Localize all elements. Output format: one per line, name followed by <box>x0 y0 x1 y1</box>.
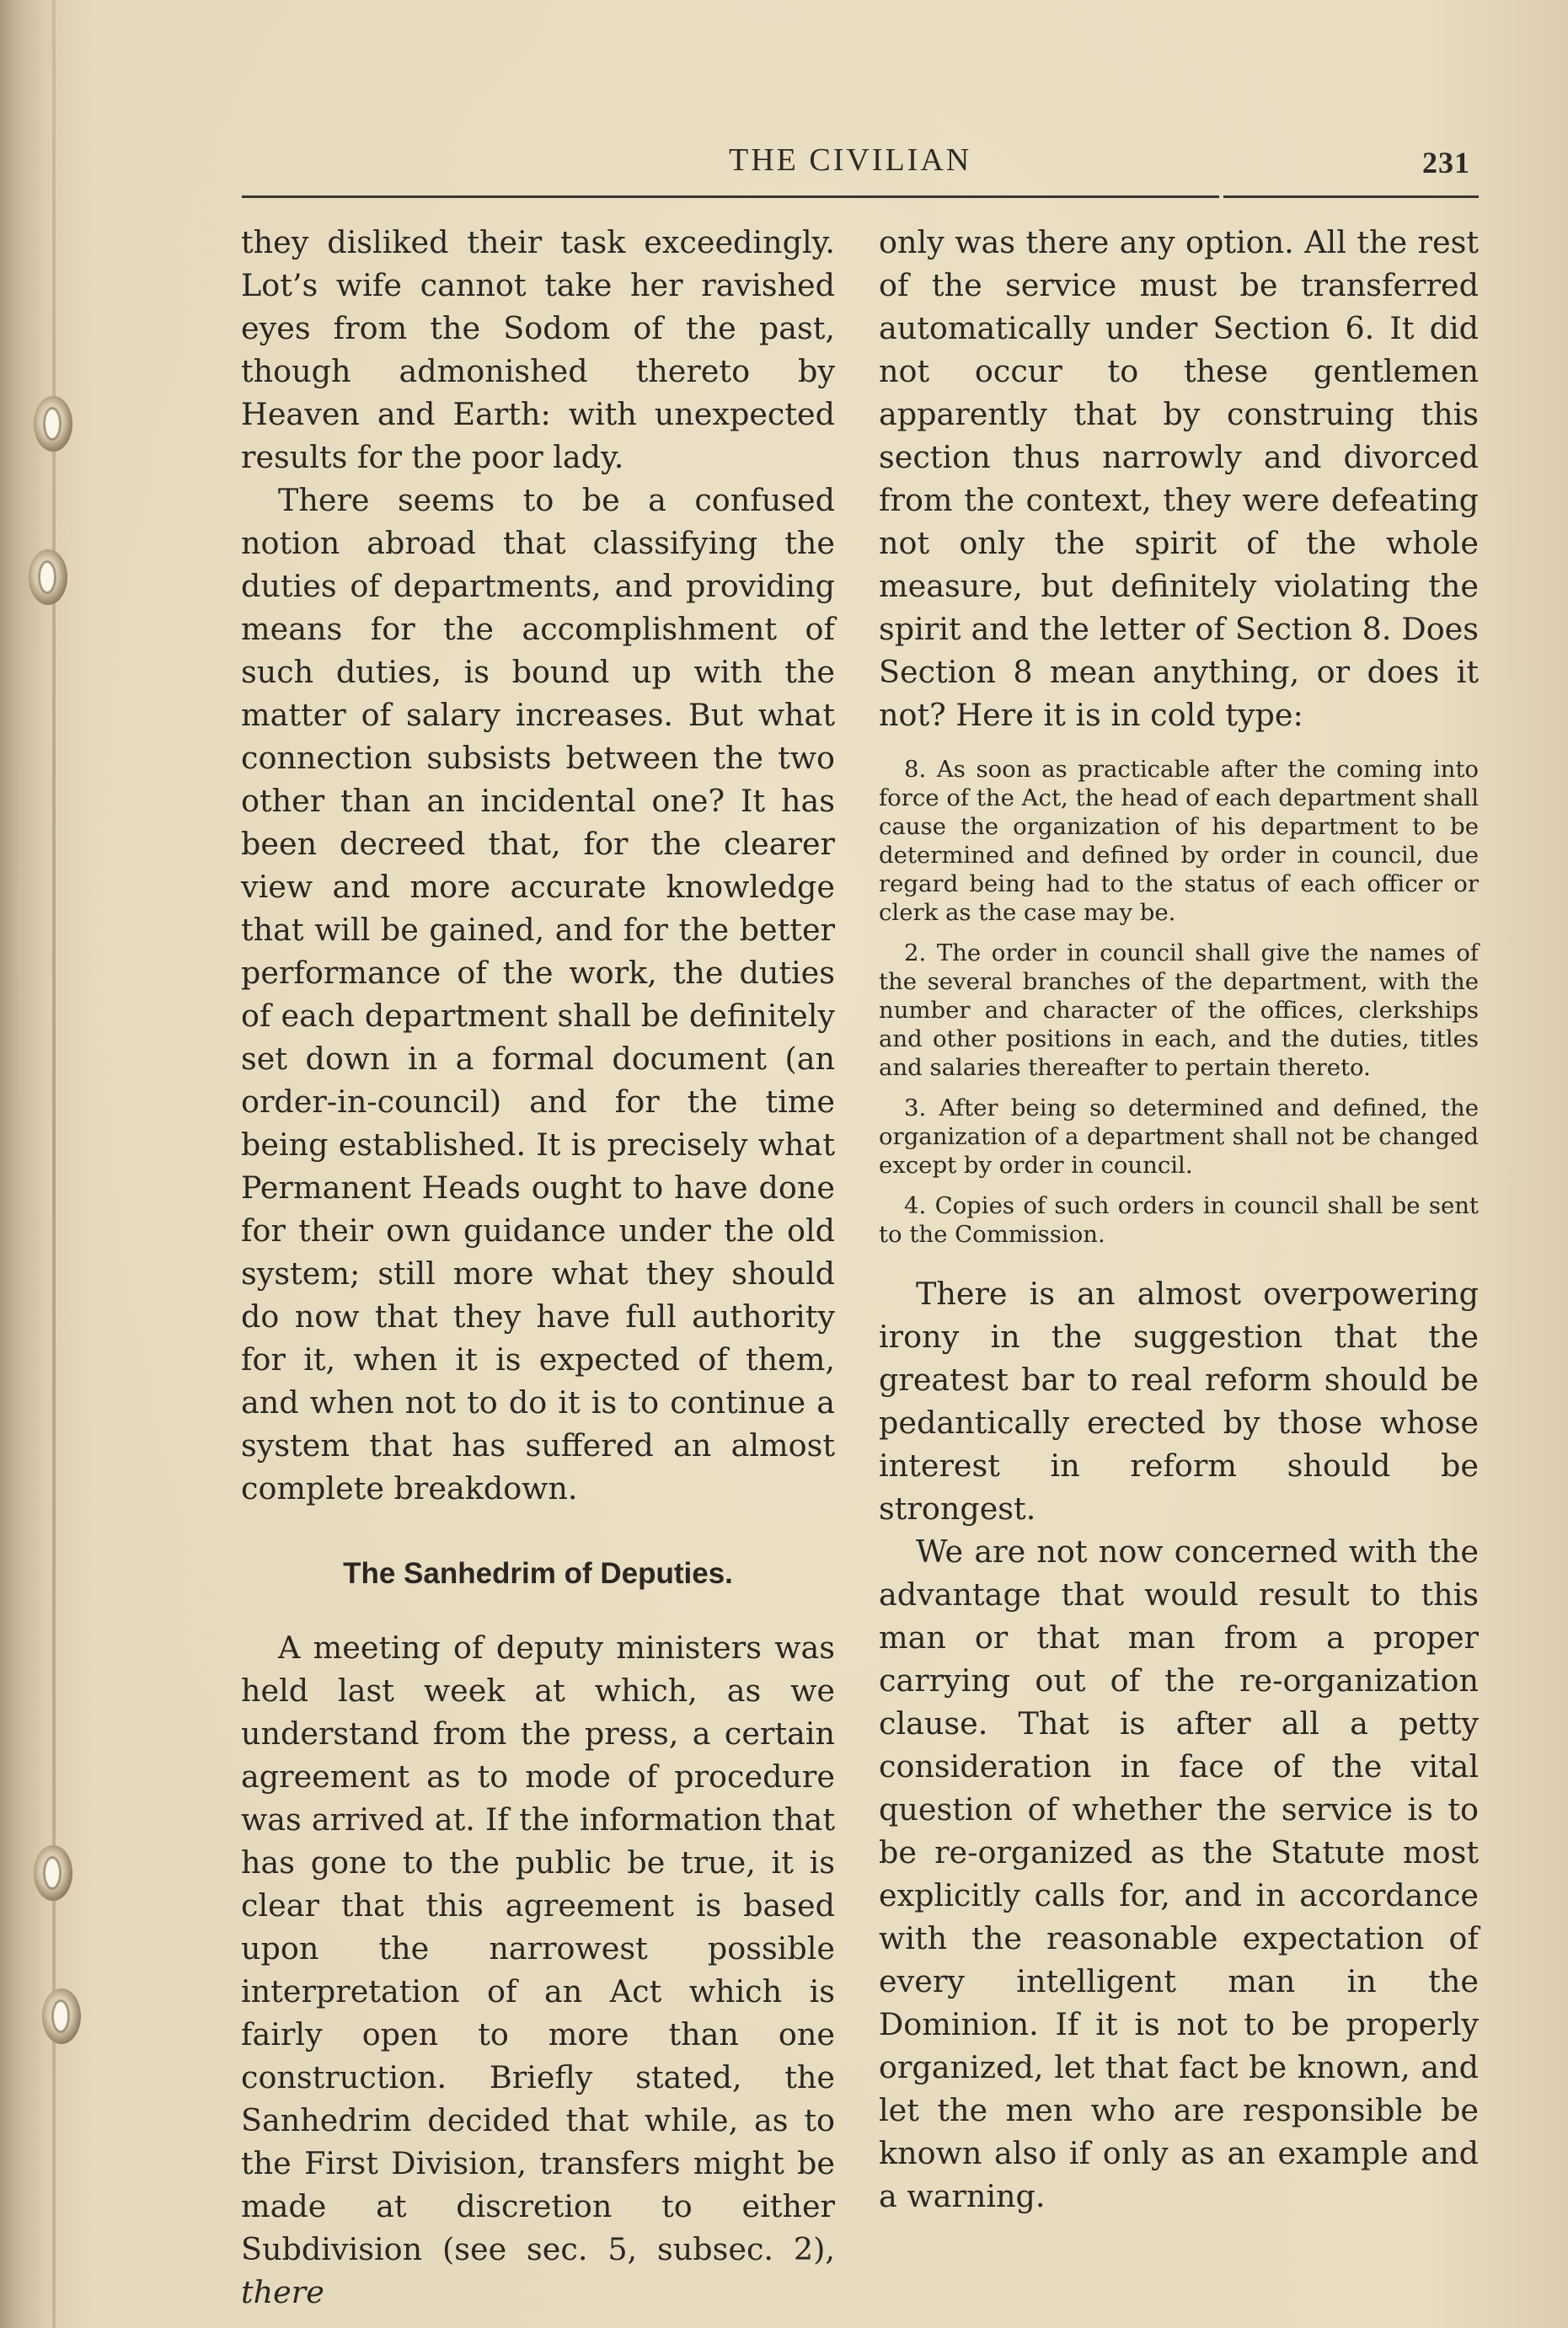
quoted-clause: 2. The order in council shall give the names of the several branches of the department, with the number and character of the offices, clerkships and other positions in each, and the duties, titles and salaries thereafter to pertain thereto. <box>879 939 1479 1081</box>
statute-quotation <box>879 755 1479 1249</box>
paragraph: There seems to be a confused notion abroad that classifying the duties of departments, and providing means for the accomplishment of such duties, is bound up with the matter of salary increases. But what connection subsists between the two other than an incidental one? It has been decreed that, for the clearer view and more accurate knowledge that will be gained, and for the better performance of the work, the duties of each department shall be definitely set down in a formal document (an order-in-council) and for the time being established. It is precisely what Permanent Heads ought to have done for their own guidance under the old system; still more what they should do now that they have full authority for it, when it is expected of them, and when not to do it is to continue a system that has suffered an almost complete breakdown. <box>241 482 835 1507</box>
italic-word: there <box>241 2274 324 2310</box>
paragraph: We are not now concerned with the advantage that would result to this man or that man from a proper carrying out of the re-organization clause. That is after all a petty consideration in face of the vital question of whether the service is to be re-organized as the Statute most explicitly calls for, and in accordance with the reasonable expectation of every intelligent man in the Dominion. If it is not to be properly organized, let that fact be known, and let the men who are responsible be known also if only as an example and a warning. <box>879 1533 1479 2214</box>
header-rule-right <box>1223 195 1479 198</box>
binding-hole-3 <box>34 1845 72 1901</box>
quoted-clause: 3. After being so determined and defined, the organization of a department shall not be changed except by order in council. <box>879 1094 1479 1179</box>
binding-hole-1 <box>34 396 72 452</box>
left-column <box>241 221 835 2314</box>
section-heading: The Sanhedrim of Deputies. <box>343 1557 733 1590</box>
quoted-clause: 8. As soon as practicable after the coming into force of the Act, the head of each department shall cause the organization of his department to be determined and defined by order in council, due regard being had to the status of each officer or clerk as the case may be. <box>879 756 1479 926</box>
journal-title: THE CIVILIAN <box>729 142 972 178</box>
binding-edge <box>52 0 56 2328</box>
paragraph <box>241 1626 835 2314</box>
page-number: 231 <box>1422 146 1470 179</box>
binding-hole-2 <box>29 549 67 605</box>
paragraph-text: A meeting of deputy ministers was held last week at which, as we understand from the press, a certain agreement as to mode of procedure was arrived at. If the information that has gone to the public be true, it is clear that this agreement is based upon the narrowest possible interpretation of an Act which is fairly open to more than one construction. Briefly stated, the Sanhedrim decided that while, as to the First Division, transfers might be made at discretion to either Subdivision (see sec. 5, subsec. 2), <box>241 1630 835 2267</box>
paragraph: There is an almost overpowering irony in the suggestion that the greatest bar to real reform should be pedantically erected by those whose interest in reform should be strongest. <box>879 1276 1479 1527</box>
header-rule <box>242 195 1219 198</box>
quoted-clause: 4. Copies of such orders in council shall be sent to the Commission. <box>879 1192 1479 1248</box>
right-column <box>879 221 1479 2218</box>
binding-hole-4 <box>42 1988 81 2044</box>
running-head <box>0 142 1568 192</box>
paragraph: only was there any option. All the rest of the service must be transferred automatically under Section 6. It did not occur to these gentlemen apparently that by construing this section thus narrowly and divorced from the context, they were defeating not only the spirit of the whole measure, but definitely violating the spirit and the letter of Section 8. Does Section 8 mean anything, or does it not? Here it is in cold type: <box>879 224 1479 733</box>
paragraph: they disliked their task exceedingly. Lot’s wife cannot take her ravished eyes from the Sodom of the past, though admonished thereto by Heaven and Earth: with unexpected results for the poor lady. <box>241 224 835 475</box>
